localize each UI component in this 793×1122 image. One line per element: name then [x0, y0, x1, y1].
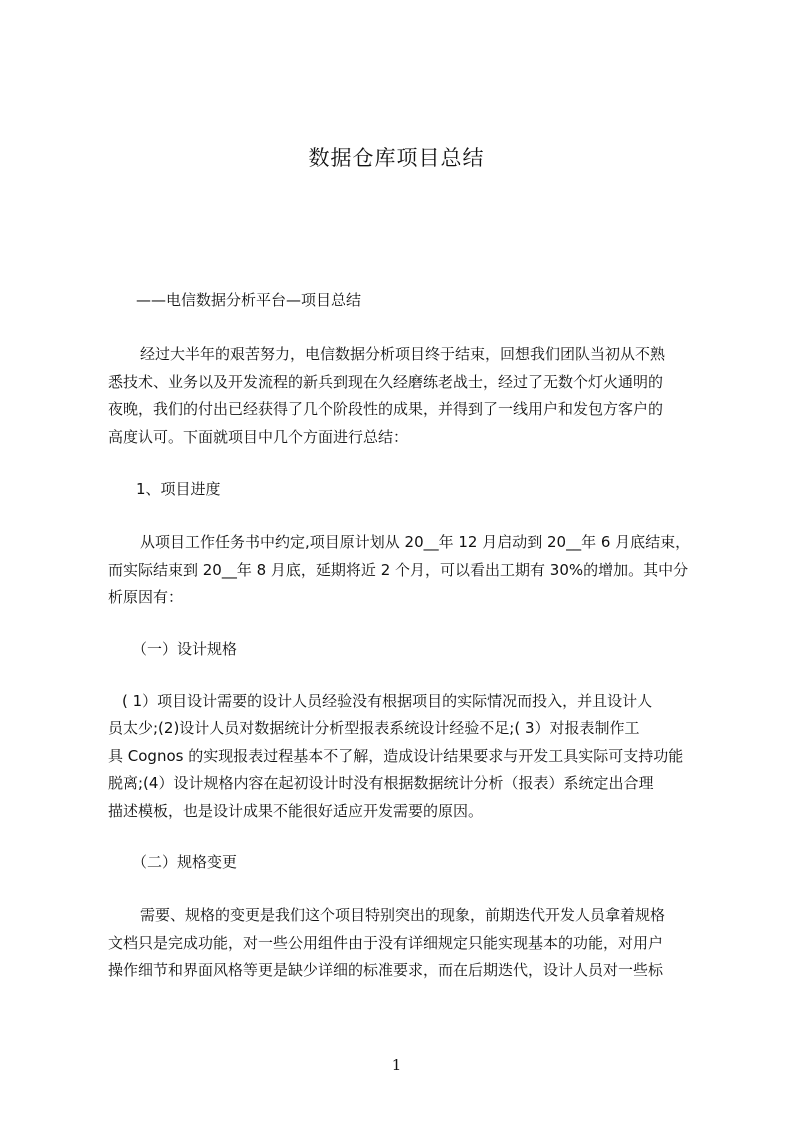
subsection1-line: 具 Cognos 的实现报表过程基本不了解，造成设计结果要求与开发工具实际可支持功能 [108, 747, 684, 765]
subsection1-line: 脱离;(4）设计规格内容在起初设计时没有根据数据统计分析（报表）系统定出合理 [108, 774, 654, 792]
section1-line: 析原因有： [108, 588, 184, 606]
document-title: 数据仓库项目总结 [308, 146, 485, 170]
subsection2-line: 操作细节和界面风格等更是缺少详细的标准要求，而在后期迭代，设计人员对一些标 [108, 961, 664, 979]
page-number: 1 [391, 1056, 402, 1074]
section1-line: 而实际结束到 20__年 8 月底，延期将近 2 个月，可以看出工期有 30%的增加。其中分 [108, 561, 689, 579]
subsection2-line: 文档只是完成功能，对一些公用组件由于没有详细规定只能实现基本的功能，对用户 [108, 934, 664, 952]
document-subtitle: ——电信数据分析平台—项目总结 [136, 291, 362, 309]
subsection-heading-spec-change: （二）规格变更 [132, 853, 238, 871]
intro-line: 夜晚，我们的付出已经获得了几个阶段性的成果，并得到了一线用户和发包方客户的 [108, 400, 664, 418]
subsection2-line: 需要、规格的变更是我们这个项目特别突出的现象，前期迭代开发人员拿着规格 [140, 906, 666, 924]
intro-line: 经过大半年的艰苦努力，电信数据分析项目终于结束，回想我们团队当初从不熟 [140, 345, 666, 363]
subsection1-line: 员太少;(2)设计人员对数据统计分析型报表系统设计经验不足;( 3）对报表制作工 [108, 719, 640, 737]
section1-line: 从项目工作任务书中约定,项目原计划从 20__年 12 月启动到 20__年 6 月底结束， [140, 533, 691, 551]
subsection-heading-design-spec: （一）设计规格 [132, 640, 238, 658]
subsection1-line: ( 1）项目设计需要的设计人员经验没有根据项目的实际情况而投入，并且设计人 [122, 692, 653, 710]
intro-line: 高度认可。下面就项目中几个方面进行总结： [108, 428, 409, 446]
intro-line: 悉技术、业务以及开发流程的新兵到现在久经磨练老战士，经过了无数个灯火通明的 [108, 373, 664, 391]
section-heading-progress: 1、项目进度 [136, 480, 221, 498]
subsection1-line: 描述模板，也是设计成果不能很好适应开发需要的原因。 [108, 802, 484, 820]
